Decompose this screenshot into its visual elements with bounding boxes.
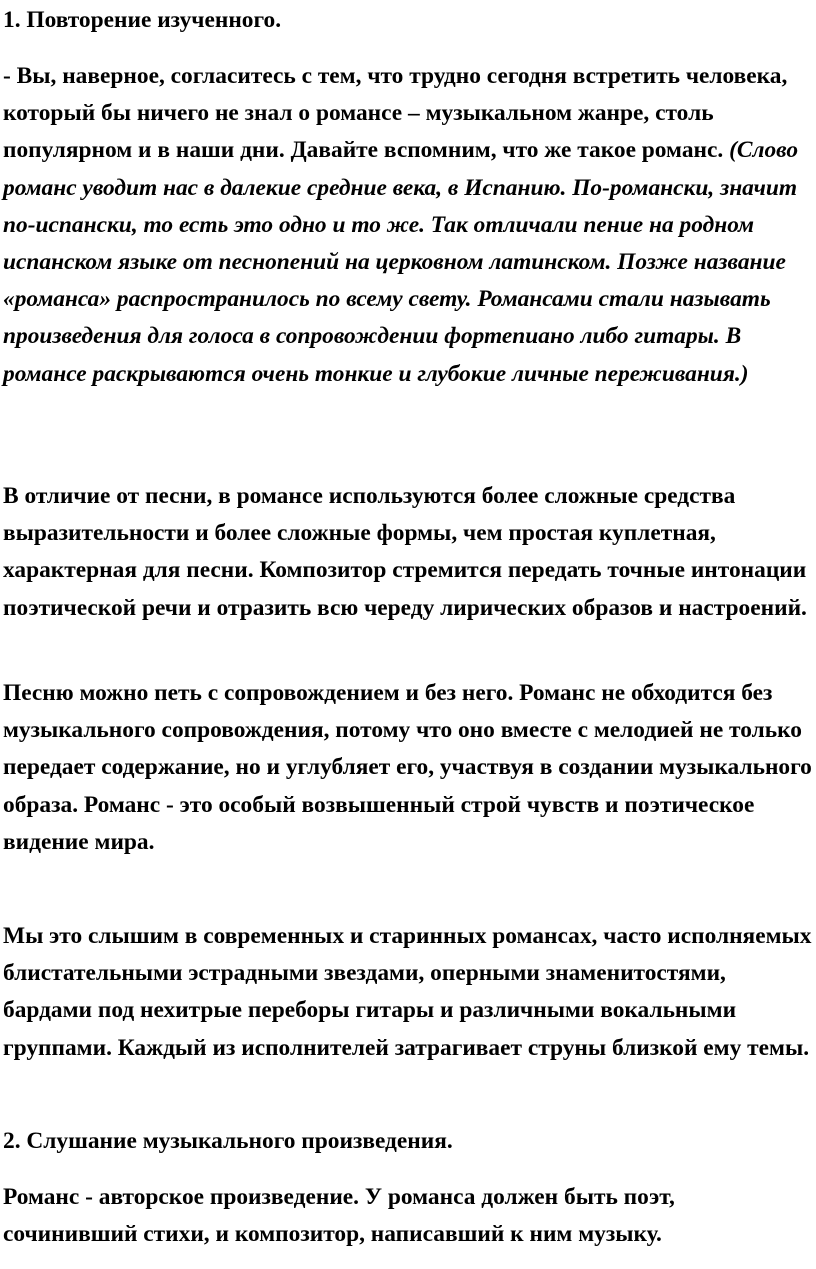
paragraph-accompaniment: Песню можно петь с сопровождением и без него. Романс не обходится без музыкального сопровождения, потому что оно вместе с мелодией не только передает содержание, но и углубляет его, участвуя в создании музыкального образа. Романс - это особый возвышенный строй чувств и поэтическое видение мира. (3, 680, 812, 855)
paragraph-intro-italic-text: (Слово романс уводит нас в далекие средние века, в Испанию. По-романски, значит по-испански, то есть это одно и то же. Так отличали пение на родном испанском языке от песнопений на церковном латинском. Позже название «романса» распространилось по всему свету. Романсами стали называть произведения для голоса в сопровождении фортепиано либо гитары. В романсе раскрываются очень тонкие и глубокие личные переживания.) (3, 137, 799, 387)
paragraph-intro-text: - Вы, наверное, согласитесь с тем, что трудно сегодня встретить человека, который бы ничего не знал о романсе – музыкальном жанре, столь популярном и в наши дни. Давайте вспомним, что же такое романс. (3, 63, 788, 164)
section-2-heading: 2. Слушание музыкального произведения. (3, 1128, 453, 1154)
paragraph-intro (3, 58, 815, 393)
paragraph-performers: Мы это слышим в современных и старинных романсах, часто исполняемых блистательными эстрадными звездами, оперными знаменитостями, бардами под нехитрые переборы гитары и различными вокальными группами. Каждый из исполнителей затрагивает струны близкой ему темы. (3, 923, 812, 1061)
paragraph-authorship: Романс - авторское произведение. У романса должен быть поэт, сочинивший стихи, и композитор, написавший к ним музыку. (3, 1184, 675, 1248)
paragraph-difference: В отличие от песни, в романсе используются более сложные средства выразительности и более сложные формы, чем простая куплетная, характерная для песни. Композитор стремится передать точные интонации поэтической речи и отразить всю череду лирических образов и настроений. (3, 483, 807, 621)
section-1-heading: 1. Повторение изученного. (3, 7, 282, 33)
